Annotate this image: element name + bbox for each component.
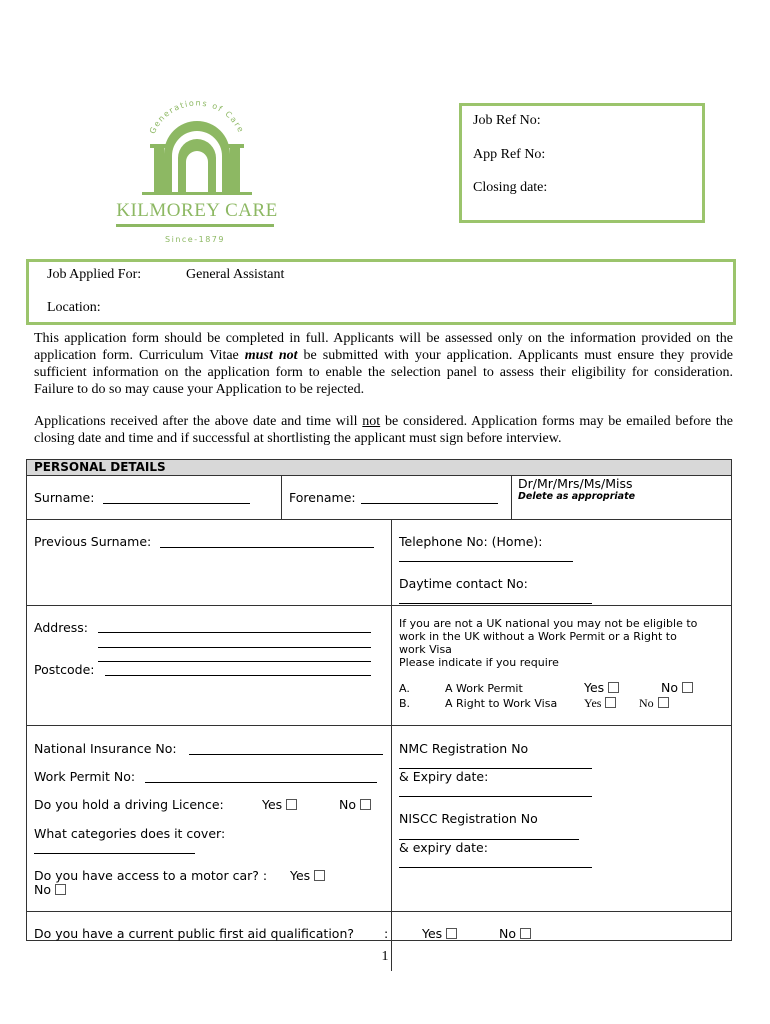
must-not-emphasis: must not xyxy=(244,348,298,363)
uk-note-line-1: If you are not a UK national you may not be eligible to xyxy=(399,617,698,630)
first-aid-label: Do you have a current public first aid qualification? xyxy=(34,926,355,941)
checkbox-icon xyxy=(682,682,693,693)
surname-field[interactable] xyxy=(103,503,250,504)
checkbox-icon xyxy=(55,884,66,895)
telephone-home-label: Telephone No: (Home): xyxy=(399,534,543,549)
address-line-3[interactable] xyxy=(98,661,371,662)
first-aid-yes[interactable]: Yes xyxy=(422,926,457,941)
location-label: Location: xyxy=(47,300,101,315)
first-aid-no[interactable]: No xyxy=(499,926,531,941)
telephone-home-field[interactable] xyxy=(399,561,573,562)
personal-details-header: PERSONAL DETAILS xyxy=(27,460,731,476)
arch-logo-icon xyxy=(112,98,282,198)
logo-arc-text: Generations of Care xyxy=(147,98,246,136)
nmc-registration-label: NMC Registration No xyxy=(399,741,529,756)
visa-yes[interactable]: Yes xyxy=(584,696,616,711)
uk-note-line-3: work Visa xyxy=(399,643,452,656)
niscc-expiry-label: & expiry date: xyxy=(399,840,488,855)
checkbox-icon xyxy=(605,697,616,708)
surname-label: Surname: xyxy=(34,490,95,505)
logo-since: Since-1879 xyxy=(165,235,225,244)
ni-number-label: National Insurance No: xyxy=(34,741,177,756)
nmc-expiry-field[interactable] xyxy=(399,796,592,797)
niscc-expiry-field[interactable] xyxy=(399,867,592,868)
option-a-letter: A. xyxy=(399,682,410,695)
work-permit-no[interactable]: No xyxy=(661,680,693,695)
job-applied-value: General Assistant xyxy=(186,267,285,282)
driving-licence-yes[interactable]: Yes xyxy=(262,797,297,812)
option-b-letter: B. xyxy=(399,697,411,710)
intro-paragraph-2: Applications received after the above date and time will not be considered. Application forms may be emailed before the closing date and time and if successful at shortlisting the applicant must sign before interview. xyxy=(34,414,733,446)
app-ref-label: App Ref No: xyxy=(473,147,546,162)
previous-surname-field[interactable] xyxy=(160,547,374,548)
motor-car-no[interactable]: No xyxy=(34,882,66,897)
checkbox-icon xyxy=(286,799,297,810)
kilmorey-care-logo xyxy=(112,98,282,250)
personal-details-table xyxy=(26,459,732,941)
ni-number-field[interactable] xyxy=(189,754,383,755)
visa-no[interactable]: No xyxy=(639,696,669,711)
checkbox-icon xyxy=(446,928,457,939)
job-ref-label: Job Ref No: xyxy=(473,113,541,128)
checkbox-icon xyxy=(360,799,371,810)
motor-car-label: Do you have access to a motor car? : xyxy=(34,868,268,883)
option-a-label: A Work Permit xyxy=(445,682,523,695)
postcode-field[interactable] xyxy=(105,675,371,676)
forename-field[interactable] xyxy=(361,503,498,504)
checkbox-icon xyxy=(608,682,619,693)
intro-paragraph-1: This application form should be completed in full. Applicants will be assessed only on the information provided on the application form. Curriculum Vitae must not be submitted with your application. Applicants must ensure they provide sufficient information on the application form to enable the selection panel to assess their eligibility for consideration. Failure to do so may cause your Application to be rejected. xyxy=(34,331,733,397)
daytime-contact-field[interactable] xyxy=(399,603,592,604)
title-note: Delete as appropriate xyxy=(518,491,636,502)
categories-field[interactable] xyxy=(34,853,195,854)
uk-note-line-2: work in the UK without a Work Permit or a Right to xyxy=(399,630,677,643)
work-permit-number-label: Work Permit No: xyxy=(34,769,136,784)
motor-car-yes[interactable]: Yes xyxy=(290,868,325,883)
address-label: Address: xyxy=(34,620,88,635)
closing-date-label: Closing date: xyxy=(473,180,548,195)
logo-name: KILMOREY CARE xyxy=(116,200,278,221)
checkbox-icon xyxy=(520,928,531,939)
option-b-label: A Right to Work Visa xyxy=(445,697,558,710)
uk-note-line-4: Please indicate if you require xyxy=(399,656,559,669)
work-permit-number-field[interactable] xyxy=(145,782,377,783)
postcode-label: Postcode: xyxy=(34,662,95,677)
title-options[interactable]: Dr/Mr/Mrs/Ms/Miss xyxy=(518,476,633,491)
checkbox-icon xyxy=(314,870,325,881)
forename-label: Forename: xyxy=(289,490,356,505)
work-permit-yes[interactable]: Yes xyxy=(584,680,619,695)
logo-divider xyxy=(116,224,274,227)
checkbox-icon xyxy=(658,697,669,708)
previous-surname-label: Previous Surname: xyxy=(34,534,152,549)
nmc-expiry-label: & Expiry date: xyxy=(399,769,489,784)
driving-licence-no[interactable]: No xyxy=(339,797,371,812)
address-line-2[interactable] xyxy=(98,647,371,648)
job-applied-label: Job Applied For: xyxy=(47,267,142,282)
niscc-registration-label: NISCC Registration No xyxy=(399,811,538,826)
reference-box xyxy=(459,103,705,223)
job-applied-box xyxy=(26,259,736,325)
address-line-1[interactable] xyxy=(98,632,371,633)
driving-licence-label: Do you hold a driving Licence: xyxy=(34,797,224,812)
page-number: 1 xyxy=(381,949,389,964)
daytime-contact-label: Daytime contact No: xyxy=(399,576,528,591)
categories-label: What categories does it cover: xyxy=(34,826,226,841)
first-aid-colon: : xyxy=(384,926,389,941)
